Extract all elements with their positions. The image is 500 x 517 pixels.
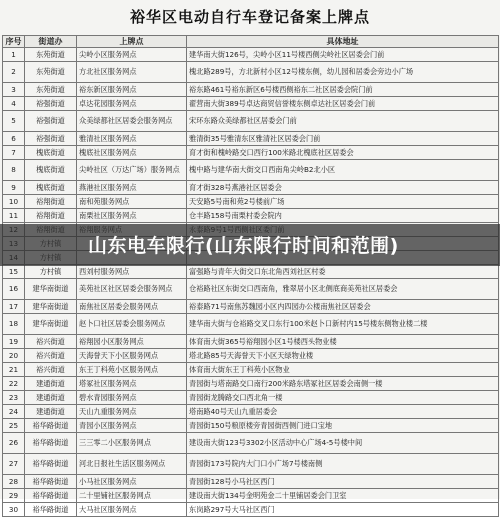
table-row [3,62,499,83]
row-address: 塔北路85号天海誉天下小区天绿物业楼 [187,349,499,363]
row-number: 16 [3,279,25,300]
row-number: 10 [3,195,25,209]
row-address: 裕东路461号裕东新区6号楼西侧裕东二社区居委会院门前 [187,83,499,97]
row-address: 育才街328号燕港社区居委会 [187,181,499,195]
table-row [3,181,499,195]
table-row [3,489,499,503]
table-row [3,503,499,517]
row-address: 体育南大街东王丁科苑小区物业 [187,363,499,377]
table-row [3,97,499,111]
row-street: 裕华路街道 [25,503,77,517]
row-street: 方村镇 [25,265,77,279]
row-street: 建通街道 [25,391,77,405]
row-point: 裕翔园小区服务网点 [77,335,187,349]
row-street: 东苑街道 [25,62,77,83]
row-number: 29 [3,489,25,503]
table-row [3,475,499,489]
header-street: 街道办 [25,36,77,48]
row-address: 青园街150号粮原楼旁青园街西侧门进口宝地 [187,419,499,433]
row-street: 裕华路街道 [25,433,77,454]
row-street: 东苑街道 [25,83,77,97]
row-point: 方北社区服务网点 [77,62,187,83]
row-address: 翟营南大街389号卓达商贸信誉楼东侧卓达社区居委会门前 [187,97,499,111]
row-street: 槐底街道 [25,146,77,160]
table-row [3,419,499,433]
document-title: 裕华区电动自行车登记备案上牌点 [129,8,370,26]
row-street: 裕翔街道 [25,195,77,209]
row-point: 裕东新区服务网点 [77,83,187,97]
row-number: 11 [3,209,25,223]
table-row [3,132,499,146]
row-point: 西刘村服务网点 [77,265,187,279]
row-street: 建华南街道 [25,314,77,335]
row-point: 众美绿都社区居委会服务网点 [77,111,187,132]
row-street: 裕华路街道 [25,419,77,433]
headline-text: 山东电车限行(山东限行时间和范围) [88,235,399,257]
row-street: 建通街道 [25,377,77,391]
table-row [3,300,499,314]
table-header-row [3,36,499,48]
table-row [3,146,499,160]
row-point: 碧水青园服务网点 [77,391,187,405]
row-address: 雅清街35号雅清东区雅清社区居委会门前 [187,132,499,146]
row-point: 天海誉天下小区服务网点 [77,349,187,363]
row-point: 卓达花园服务网点 [77,97,187,111]
row-number: 3 [3,83,25,97]
row-number: 17 [3,300,25,314]
table-row [3,265,499,279]
row-point: 大马社区服务网点 [77,503,187,517]
registration-table [2,35,499,517]
row-number: 27 [3,454,25,475]
row-number: 20 [3,349,25,363]
row-address: 建设南大街123号3302小区活动中心广场4-5号楼中间 [187,433,499,454]
row-point: 青园小区服务网点 [77,419,187,433]
row-street: 裕华路街道 [25,475,77,489]
row-point: 河北日报社生活区服务网点 [77,454,187,475]
row-point: 赵卜口社区居委会服务网点 [77,314,187,335]
row-number: 9 [3,181,25,195]
row-street: 裕强街道 [25,97,77,111]
row-address: 槐北路289号，方北新村小区12号楼东侧，幼儿园和居委会旁边小广场 [187,62,499,83]
row-address: 槐中路与建华南大街交口西南角尖岭B2北小区 [187,160,499,181]
table-row [3,279,499,300]
row-point: 三三零二小区服务网点 [77,433,187,454]
row-street: 建华南街道 [25,279,77,300]
row-point: 东王丁科苑小区服务网点 [77,363,187,377]
row-point: 塔冢社区服务网点 [77,377,187,391]
row-street: 建通街道 [25,405,77,419]
row-address: 青园街龙腾路交口西北角一楼 [187,391,499,405]
table-row [3,454,499,475]
row-point: 南和苑服务网点 [77,195,187,209]
row-address: 青园街173号院内大门口小广场7号楼南侧 [187,454,499,475]
row-street: 裕强街道 [25,132,77,146]
row-address: 仓裕路社区东街交口西南角，雅翠居小区北侧底商美苑社区居委会 [187,279,499,300]
row-number: 28 [3,475,25,489]
row-address: 青园街128号小马社区西门 [187,475,499,489]
row-address: 育才街和槐岭路交口西行100米路北槐底社区居委会 [187,146,499,160]
row-street: 槐底街道 [25,181,77,195]
row-point: 槐底社区服务网点 [77,146,187,160]
row-street: 裕强街道 [25,111,77,132]
row-address: 宋环东路众美绿都社区居委会门前 [187,111,499,132]
row-street: 裕兴街道 [25,335,77,349]
row-number: 19 [3,335,25,349]
row-address: 塔南路40号天山九重居委会 [187,405,499,419]
table-row [3,48,499,62]
row-point: 尖岭社区（万达广场）服务网点 [77,160,187,181]
table-row [3,209,499,223]
table-row [3,433,499,454]
row-point: 小马社区服务网点 [77,475,187,489]
row-street: 建华南街道 [25,300,77,314]
row-number: 1 [3,48,25,62]
row-address: 建设南大街134号金明苑金二十里铺居委会门卫室 [187,489,499,503]
table-row [3,160,499,181]
row-point: 二十里铺社区服务网点 [77,489,187,503]
table-row [3,335,499,349]
row-street: 裕兴街道 [25,363,77,377]
row-number: 30 [3,503,25,517]
table-row [3,314,499,335]
row-street: 裕翔街道 [25,209,77,223]
table-row [3,377,499,391]
row-point: 南焦社区居委会服务网点 [77,300,187,314]
row-number: 21 [3,363,25,377]
table-row [3,349,499,363]
table-row [3,195,499,209]
row-point: 天山九重服务网点 [77,405,187,419]
row-address: 体育南大街365号裕翔园小区1号楼西头物业楼 [187,335,499,349]
row-address: 青园街与塔南路交口南行200米路东塔冢社区居委会南侧一楼 [187,377,499,391]
row-address: 富强路与青年大街交口东北角西刘社区村委 [187,265,499,279]
row-street: 东苑街道 [25,48,77,62]
table-row [3,405,499,419]
row-number: 26 [3,433,25,454]
row-number: 7 [3,146,25,160]
row-number: 23 [3,391,25,405]
row-address: 东岗路297号大马社区西门 [187,503,499,517]
header-address: 具体地址 [187,36,499,48]
table-row [3,111,499,132]
header-no: 序号 [3,36,25,48]
table-row [3,83,499,97]
row-point: 雅清社区服务网点 [77,132,187,146]
table-row [3,391,499,405]
row-street: 裕兴街道 [25,349,77,363]
table-row [3,363,499,377]
row-point: 南栗社区服务网点 [77,209,187,223]
row-number: 24 [3,405,25,419]
row-number: 2 [3,62,25,83]
row-point: 燕港社区服务网点 [77,181,187,195]
row-point: 尖岭小区服务网点 [77,48,187,62]
row-number: 25 [3,419,25,433]
row-street: 槐底街道 [25,160,77,181]
row-point: 美苑社区社区居委会服务网点 [77,279,187,300]
row-street: 裕华路街道 [25,489,77,503]
row-number: 6 [3,132,25,146]
row-address: 建华南大街126号，尖岭小区11号楼西侧尖岭社区居委会门前 [187,48,499,62]
row-address: 仓丰路158号南栗村委会院内 [187,209,499,223]
header-point: 上牌点 [77,36,187,48]
row-number: 18 [3,314,25,335]
row-number: 15 [3,265,25,279]
row-address: 裕泰路71号南焦苏魏园小区内四园办公楼南焦社区居委会 [187,300,499,314]
row-number: 22 [3,377,25,391]
row-address: 天安路5号南和苑2号楼前广场 [187,195,499,209]
row-number: 4 [3,97,25,111]
row-street: 裕华路街道 [25,454,77,475]
row-number: 5 [3,111,25,132]
row-address: 建华南大街与仓裕路交叉口东行100米赵卜口新村内15号楼东侧物业楼二楼 [187,314,499,335]
row-number: 8 [3,160,25,181]
